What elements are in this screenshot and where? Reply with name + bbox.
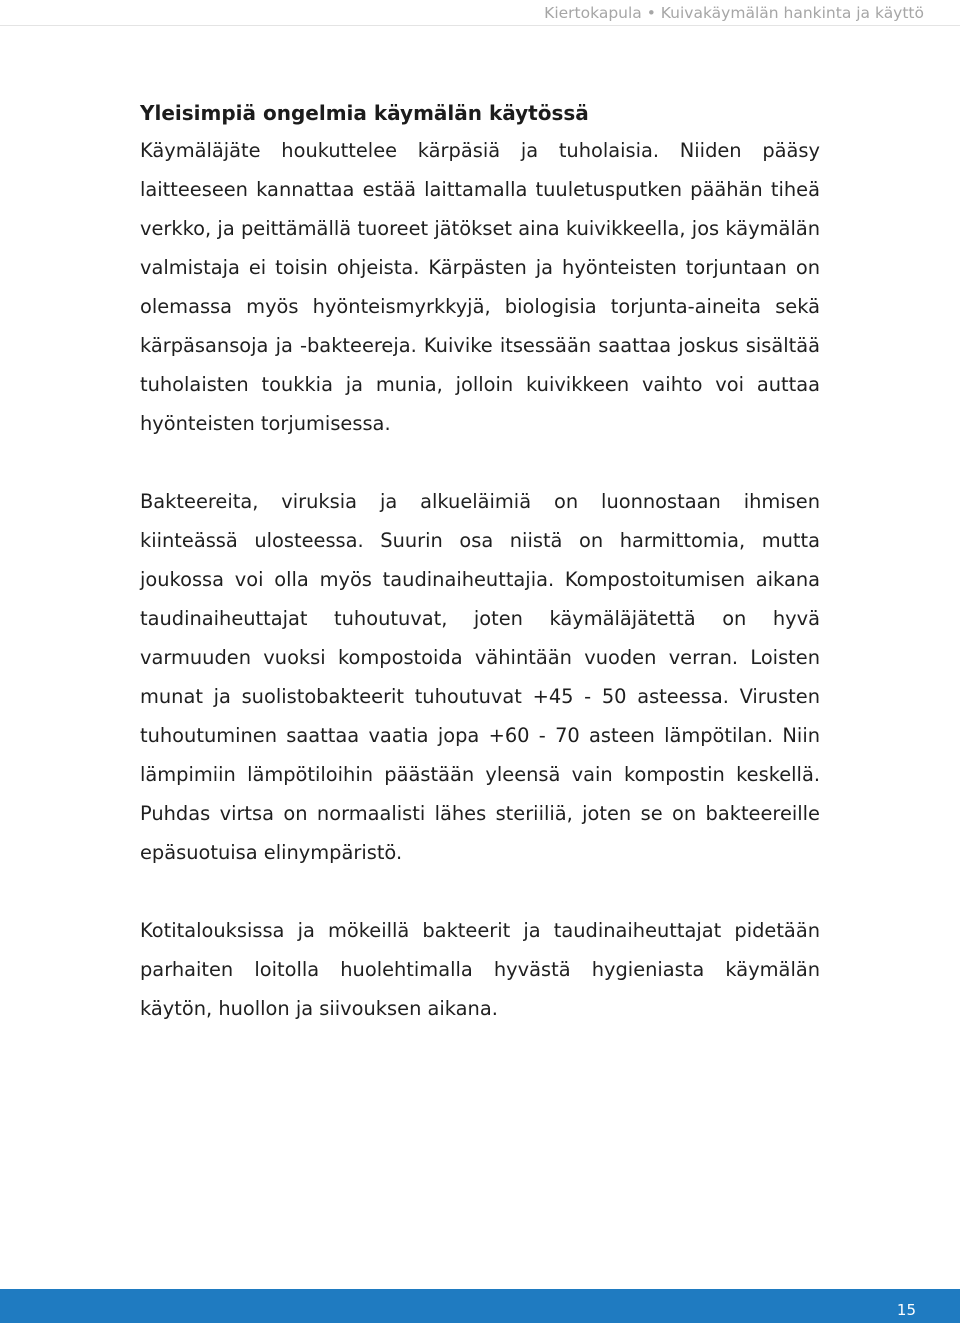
paragraph-hygiene: Kotitalouksissa ja mökeillä bakteerit ja taudinaiheuttajat pidetään parhaiten loitolla huolehtimalla hyvästä hygieniasta käymälän käytön, huollon ja siivouksen aikana. [140,919,820,1020]
paragraph-pests: Käymäläjäte houkuttelee kärpäsiä ja tuholaisia. Niiden pääsy laitteeseen kannattaa estää laittamalla tuuletusputken päähän tiheä verkko, ja peittämällä tuoreet jätökset aina kuivikkeella, jos käymälän valmistaja ei toisin ohjeista. Kärpästen ja hyönteisten torjuntaan on olemassa myös hyönteismyrkkyjä, biologisia torjunta-aineita sekä kärpäsansoja ja -bakteereja. Kuivike itsessään saattaa joskus sisältää tuholaisten toukkia ja munia, jolloin kuivikkeen vaihto voi auttaa hyönteisten torjumisessa. [140,139,820,435]
footer-bar [0,1289,960,1323]
paragraph-bacteria: Bakteereita, viruksia ja alkueläimiä on luonnostaan ihmisen kiinteässä ulosteessa. Suurin osa niistä on harmittomia, mutta joukossa voi olla myös taudinaiheuttajia. Kompostoitumisen aikana taudinaiheuttajat tuhoutuvat, joten käymäläjätettä on hyvä varmuuden vuoksi kompostoida vähintään vuoden verran. Loisten munat ja suolistobakteerit tuhoutuvat +45 - 50 asteessa. Virusten tuhoutuminen saattaa vaatia jopa +60 - 70 asteen lämpötilan. Niin lämpimiin lämpötiloihin päästään yleensä vain kompostin keskellä. Puhdas virtsa on normaalisti lähes steriiliä, joten se on bakteereille epäsuotuisa elinympäristö. [140,490,820,864]
section-heading: Yleisimpiä ongelmia käymälän käytössä [140,101,589,125]
running-header [0,0,960,26]
main-content [140,95,820,1028]
running-header-title: Kiertokapula • Kuivakäymälän hankinta ja käyttö [544,4,924,22]
page-number: 15 [896,1301,916,1319]
